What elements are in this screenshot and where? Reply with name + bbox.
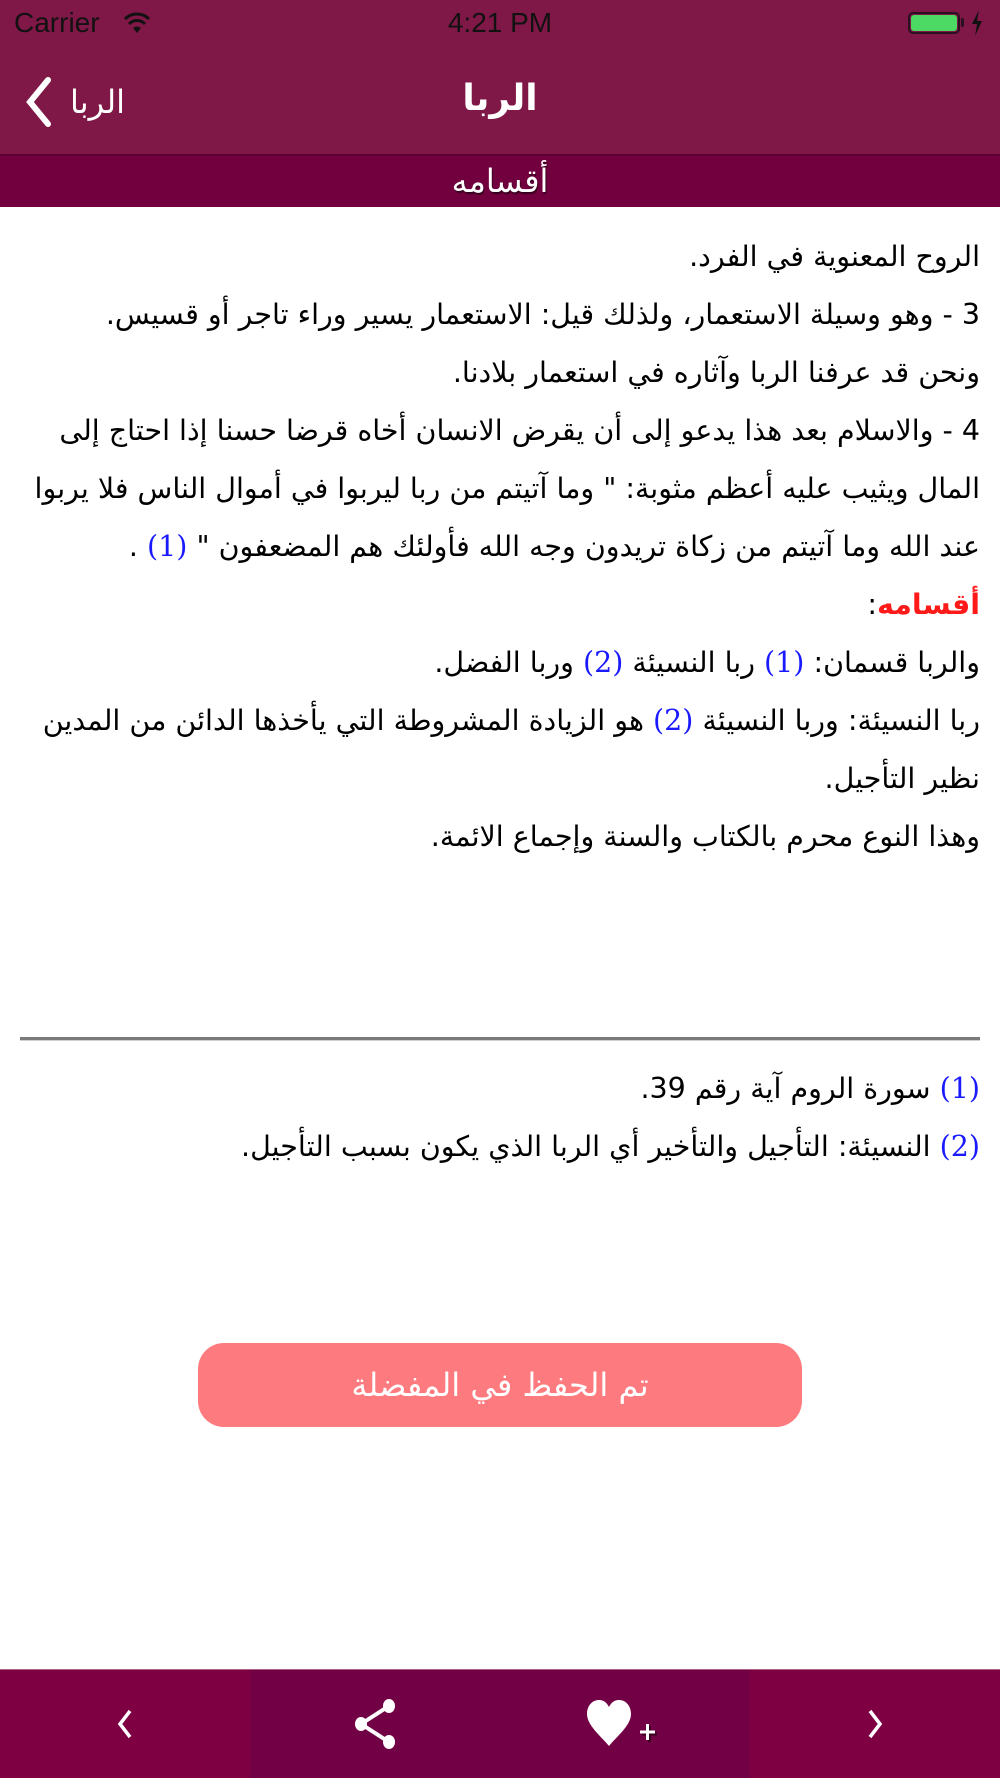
charging-bolt-icon bbox=[970, 10, 984, 36]
paragraph-text: 4 - والاسلام بعد هذا يدعو إلى أن يقرض الانسان أخاه قرضا حسنا إذا احتاج إلى المال ويثيب عليه أعظم مثوبة: " وما آتيتم من ربا ليربوا في أموال الناس فلا يربوا عند الله وما آتيتم من زكاة تريدون وجه الله فأولئك هم المضعفون " bbox=[34, 414, 980, 563]
paragraph: 3 - وهو وسيلة الاستعمار، ولذلك قيل: الاستعمار يسير وراء تاجر أو قسيس. bbox=[105, 298, 980, 331]
saved-to-favorites-button[interactable]: تم الحفظ في المفضلة bbox=[198, 1343, 802, 1427]
heading-text: أقسامه bbox=[876, 588, 980, 621]
paragraph-text: والربا قسمان: bbox=[804, 646, 980, 679]
footnote-divider bbox=[20, 1037, 980, 1041]
heading-colon: : bbox=[867, 588, 877, 621]
chevron-right-icon bbox=[865, 1708, 885, 1740]
battery-tip bbox=[961, 18, 964, 27]
footnote-text: سورة الروم آية رقم 39. bbox=[640, 1072, 940, 1105]
page-title: الربا bbox=[462, 78, 538, 119]
footnote-number: (2) bbox=[939, 1130, 980, 1163]
back-label: الربا bbox=[70, 83, 125, 121]
paragraph: الروح المعنوية في الفرد. bbox=[689, 240, 980, 273]
share-button[interactable] bbox=[250, 1670, 500, 1778]
paragraph-end: . bbox=[128, 530, 147, 563]
status-time: 4:21 PM bbox=[447, 7, 553, 38]
paragraph bbox=[22, 402, 980, 576]
previous-button[interactable] bbox=[0, 1670, 250, 1778]
paragraph-text: ربا النسيئة: وربا النسيئة bbox=[693, 704, 980, 737]
heart-plus-icon bbox=[585, 1698, 665, 1750]
footnote-ref-2[interactable]: (2) bbox=[582, 646, 624, 679]
paragraph bbox=[22, 692, 980, 808]
paragraph-text: ربا النسيئة bbox=[623, 646, 765, 679]
next-button[interactable] bbox=[750, 1670, 1000, 1778]
status-bar bbox=[0, 0, 1000, 48]
article-content bbox=[22, 228, 980, 866]
footnote bbox=[22, 1118, 980, 1176]
footnote-number: (1) bbox=[939, 1072, 980, 1105]
footnote-ref-1[interactable]: (1) bbox=[147, 530, 188, 563]
navigation-bar bbox=[0, 0, 1000, 154]
paragraph bbox=[22, 634, 980, 692]
footnote-text: النسيئة: التأجيل والتأخير أي الربا الذي يكون بسبب التأجيل. bbox=[241, 1130, 940, 1163]
footnote-ref-2[interactable]: (2) bbox=[653, 704, 694, 737]
battery-icon bbox=[908, 12, 960, 34]
paragraph-text: هو الزيادة المشروطة التي يأخذها الدائن من المدين نظير التأجيل. bbox=[42, 704, 980, 795]
section-heading bbox=[22, 576, 980, 634]
share-icon bbox=[351, 1698, 399, 1750]
carrier-label: Carrier bbox=[14, 7, 100, 38]
paragraph-text: وربا الفضل. bbox=[434, 646, 583, 679]
chevron-left-icon bbox=[115, 1708, 135, 1740]
paragraph: ونحن قد عرفنا الربا وآثاره في استعمار بلادنا. bbox=[452, 356, 980, 389]
paragraph: وهذا النوع محرم بالكتاب والسنة وإجماع الائمة. bbox=[430, 820, 980, 853]
footnote bbox=[22, 1060, 980, 1118]
add-favorite-button[interactable] bbox=[500, 1670, 750, 1778]
section-title-bar: أقسامه bbox=[0, 154, 1000, 207]
footnote-ref-1[interactable]: (1) bbox=[764, 646, 805, 679]
footnotes bbox=[22, 1060, 980, 1176]
bottom-toolbar bbox=[0, 1669, 1000, 1778]
